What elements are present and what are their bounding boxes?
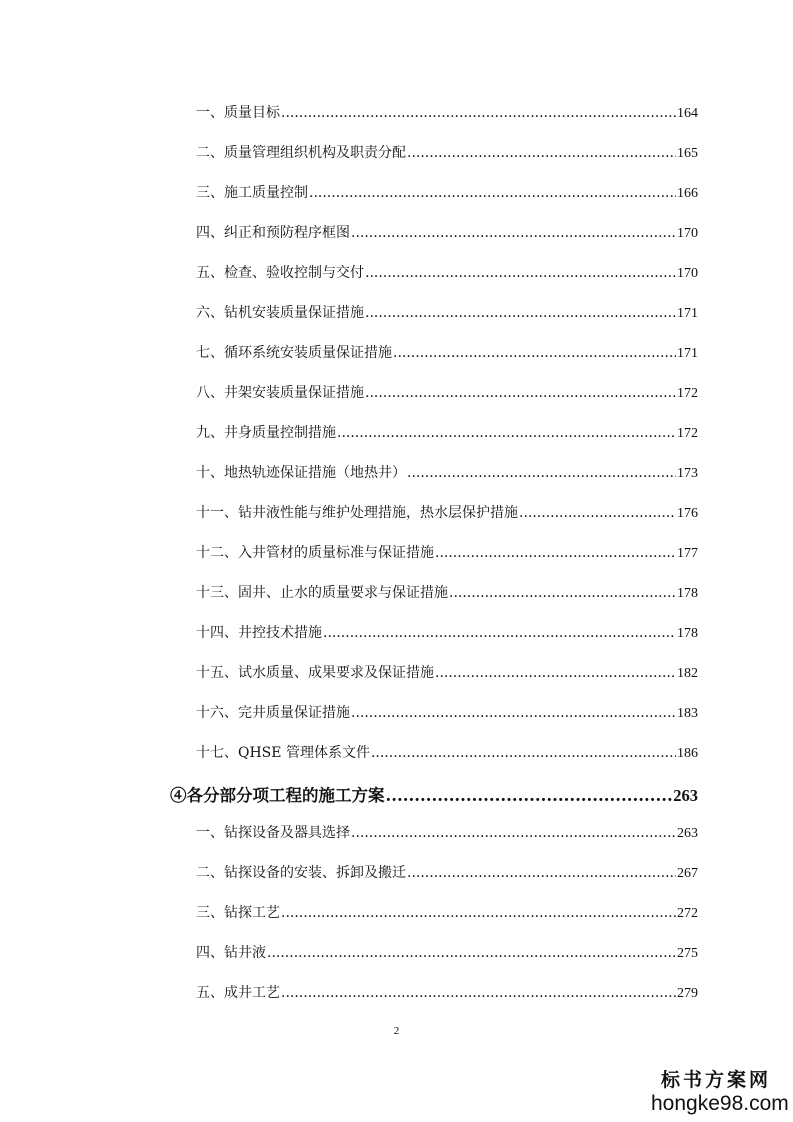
toc-page-number: 275 [677, 946, 698, 961]
toc-page-number: 164 [677, 106, 698, 121]
toc-dot-leader [281, 985, 676, 1001]
toc-entry [196, 262, 698, 286]
toc-section-heading [170, 782, 698, 806]
toc-page-number: 165 [677, 146, 698, 161]
toc-page-number: 170 [677, 266, 698, 281]
toc-page-number: 171 [677, 346, 698, 361]
toc-entry [196, 302, 698, 326]
toc-dot-leader [407, 865, 676, 881]
toc-entry-label: 七、循环系统安装质量保证措施 [196, 345, 392, 361]
toc-page-number: 263 [673, 786, 698, 805]
toc-entry-label: 三、施工质量控制 [196, 185, 308, 201]
toc-dot-leader [386, 786, 673, 805]
toc-entry [196, 702, 698, 726]
toc-entry-label: 十一、钻井液性能与维护处理措施，热水层保护措施 [196, 505, 518, 521]
toc-page-number: 171 [677, 306, 698, 321]
toc-entry [196, 102, 698, 126]
toc-entry-label: 五、检查、验收控制与交付 [196, 265, 364, 281]
toc-dot-leader [365, 265, 676, 281]
toc-dot-leader [337, 425, 676, 441]
toc-page-number: 182 [677, 666, 698, 681]
toc-entry [196, 222, 698, 246]
toc-dot-leader [351, 705, 676, 721]
toc-entry [196, 582, 698, 606]
toc-entry [196, 822, 698, 846]
toc-entry-label: 九、井身质量控制措施 [196, 425, 336, 441]
toc-entry-label: 十五、试水质量、成果要求及保证措施 [196, 665, 434, 681]
toc-entry-label: 十三、固井、止水的质量要求与保证措施 [196, 585, 448, 601]
toc-dot-leader [407, 465, 676, 481]
toc-page-number: 272 [677, 906, 698, 921]
toc-entry-label: 四、钻井液 [196, 945, 266, 961]
toc-entry [196, 742, 698, 766]
toc-entry [196, 862, 698, 886]
toc-dot-leader [309, 185, 676, 201]
toc-page-number: 267 [677, 866, 698, 881]
toc-page-number: 172 [677, 386, 698, 401]
toc-entry [196, 462, 698, 486]
toc-dot-leader [435, 665, 676, 681]
toc-entry [196, 182, 698, 206]
toc-entry-label: 十、地热轨迹保证措施（地热井） [196, 465, 406, 481]
toc-entry [196, 942, 698, 966]
toc-entry [196, 342, 698, 366]
toc-page-number: 183 [677, 706, 698, 721]
toc-entry [196, 502, 698, 526]
toc-page-number: 263 [677, 826, 698, 841]
toc-page-number: 178 [677, 586, 698, 601]
toc-dot-leader [281, 105, 676, 121]
toc-dot-leader [393, 345, 676, 361]
toc-page-number: 166 [677, 186, 698, 201]
toc-entry-label: 一、质量目标 [196, 105, 280, 121]
toc-entry [196, 422, 698, 446]
toc-entry-label: 十四、井控技术措施 [196, 625, 322, 641]
page-number: 2 [393, 1025, 400, 1037]
toc-entry-label: 五、成井工艺 [196, 985, 280, 1001]
toc-entry [196, 982, 698, 1006]
toc-dot-leader [351, 225, 676, 241]
toc-entry-label: 十七、QHSE 管理体系文件 [196, 745, 370, 761]
toc-entry-label: 十六、完井质量保证措施 [196, 705, 350, 721]
toc-dot-leader [407, 145, 676, 161]
toc-entry-label: 十二、入井管材的质量标准与保证措施 [196, 545, 434, 561]
toc-dot-leader [281, 905, 676, 921]
toc-dot-leader [365, 385, 676, 401]
toc-page-number: 176 [677, 506, 698, 521]
toc-dot-leader [351, 825, 676, 841]
toc-dot-leader [323, 625, 676, 641]
toc-entry-label: 四、纠正和预防程序框图 [196, 225, 350, 241]
toc-dot-leader [449, 585, 676, 601]
toc-entry-label: 八、井架安装质量保证措施 [196, 385, 364, 401]
toc-entry [196, 622, 698, 646]
toc-page-number: 279 [677, 986, 698, 1001]
toc-entry [196, 382, 698, 406]
toc-page-number: 172 [677, 426, 698, 441]
toc-page-number: 177 [677, 546, 698, 561]
toc-page-number: 178 [677, 626, 698, 641]
toc-entry [196, 662, 698, 686]
toc-entry-label: 二、质量管理组织机构及职责分配 [196, 145, 406, 161]
toc-dot-leader [267, 945, 676, 961]
toc-dot-leader [435, 545, 676, 561]
watermark-url-text: hongke98.com [651, 1092, 789, 1115]
toc-entry [196, 542, 698, 566]
toc-entry [196, 902, 698, 926]
watermark [651, 1068, 789, 1116]
toc-page-number: 173 [677, 466, 698, 481]
toc-entry-label: ④各分部分项工程的施工方案 [170, 786, 385, 805]
toc-dot-leader [365, 305, 676, 321]
toc-page-number: 170 [677, 226, 698, 241]
toc-dot-leader [371, 745, 676, 761]
toc-entry-label: 六、钻机安装质量保证措施 [196, 305, 364, 321]
toc-entry-label: 三、钻探工艺 [196, 905, 280, 921]
toc-entry-label: 二、钻探设备的安装、拆卸及搬迁 [196, 865, 406, 881]
toc-entry-label: 一、钻探设备及器具选择 [196, 825, 350, 841]
watermark-chinese-text: 标书方案网 [660, 1069, 771, 1091]
toc-dot-leader [519, 505, 676, 521]
toc-entry [196, 142, 698, 166]
toc-page-number: 186 [677, 746, 698, 761]
